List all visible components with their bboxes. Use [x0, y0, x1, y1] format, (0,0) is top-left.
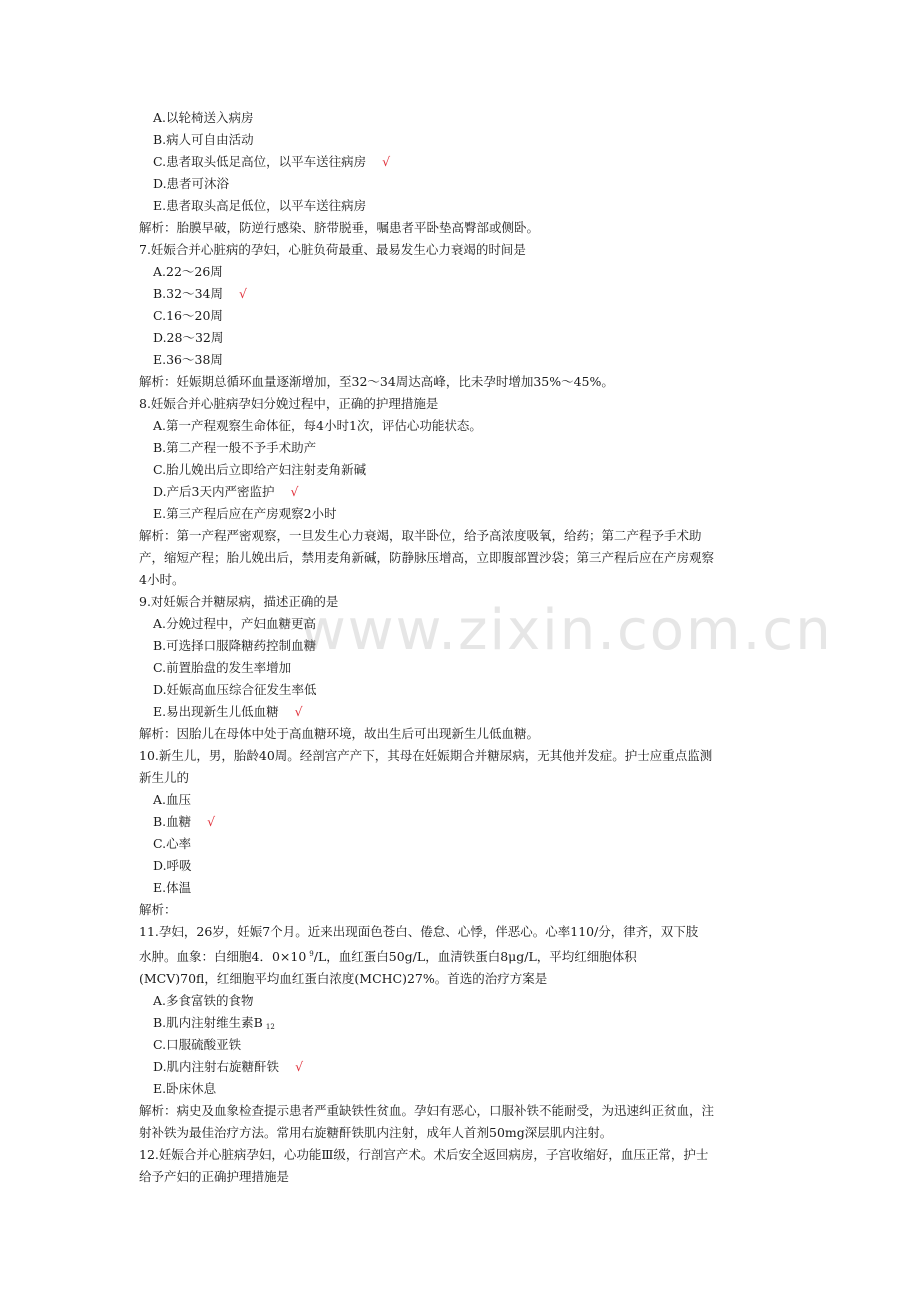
q7-option-a[interactable]: A.22～26周 — [153, 264, 223, 279]
watermark: www.zixin.com.cn — [300, 598, 833, 663]
correct-check-icon: √ — [382, 154, 391, 169]
q12-question: 12.妊娠合并心脏病孕妇，心功能Ⅲ级，行剖宫产术。术后安全返回病房，子宫收缩好，血压正常，护士 给予产妇的正确护理措施是 — [139, 1147, 709, 1184]
q6-option-d[interactable]: D.患者可沐浴 — [153, 176, 230, 191]
q8-option-d[interactable]: D.产后3天内严密监护 √ — [153, 484, 299, 499]
q7-question: 7.妊娠合并心脏病的孕妇，心脏负荷最重、最易发生心力衰竭的时间是 — [139, 242, 526, 257]
q11-option-b[interactable]: B.肌内注射维生素B $_{12}$ — [153, 1015, 275, 1031]
q6-option-c[interactable]: C.患者取头低足高位，以平车送往病房 √ — [153, 154, 391, 169]
q7-analysis: 解析：妊娠期总循环血量逐渐增加，至32～34周达高峰，比未孕时增加35%～45%。 — [139, 374, 614, 389]
q8-option-e[interactable]: E.第三产程后应在产房观察2小时 — [153, 506, 337, 521]
q9-option-d[interactable]: D.妊娠高血压综合征发生率低 — [153, 682, 317, 697]
q11-analysis: 解析：病史及血象检查提示患者严重缺铁性贫血。孕妇有恶心，口服补铁不能耐受，为迅速纠正贫血，注 射补铁为最佳治疗方法。常用右旋糖酐铁肌内注射，成年人首剂50mg深层肌内注射。 — [139, 1103, 715, 1140]
document-page — [139, 107, 784, 1188]
correct-check-icon: √ — [295, 1059, 304, 1074]
q10-option-d[interactable]: D.呼吸 — [153, 858, 192, 873]
q8-option-a[interactable]: A.第一产程观察生命体征，每4小时1次，评估心功能状态。 — [153, 418, 482, 433]
q9-question: 9.对妊娠合并糖尿病，描述正确的是 — [139, 594, 339, 609]
q6-analysis: 解析：胎膜早破，防逆行感染、脐带脱垂，嘱患者平卧垫高臀部或侧卧。 — [139, 220, 540, 235]
q11-option-a[interactable]: A.多食富铁的食物 — [153, 993, 254, 1008]
q11-question: 11.孕妇，26岁，妊娠7个月。近来出现面色苍白、倦怠、心悸，伴恶心。心率110/分，律齐，双下肢 水肿。血象：白细胞4．0×10 $^9$/L，血红蛋白50g/L，血清铁蛋白8μg/L，平均红细胞体积 (MCV)70fl，红细胞平均血红蛋白浓度(MCHC)27%。首选的治疗方案是 — [139, 924, 699, 986]
q11-option-c[interactable]: C.口服硫酸亚铁 — [153, 1037, 242, 1052]
correct-check-icon: √ — [290, 484, 299, 499]
q7-option-c[interactable]: C.16～20周 — [153, 308, 223, 323]
q11-option-e[interactable]: E.卧床休息 — [153, 1081, 217, 1096]
q10-analysis: 解析： — [139, 902, 177, 917]
q7-option-b[interactable]: B.32～34周 √ — [153, 286, 247, 301]
q9-analysis: 解析：因胎儿在母体中处于高血糖环境，故出生后可出现新生儿低血糖。 — [139, 726, 540, 741]
q9-option-a[interactable]: A.分娩过程中，产妇血糖更高 — [153, 616, 317, 631]
q11-option-d[interactable]: D.肌内注射右旋糖酐铁 √ — [153, 1059, 304, 1074]
q9-option-c[interactable]: C.前置胎盘的发生率增加 — [153, 660, 292, 675]
q10-question: 10.新生儿，男，胎龄40周。经剖宫产产下，其母在妊娠期合并糖尿病，无其他并发症。护士应重点监测 新生儿的 — [139, 748, 713, 785]
q9-option-b[interactable]: B.可选择口服降糖药控制血糖 — [153, 638, 317, 653]
correct-check-icon: √ — [207, 814, 216, 829]
q10-option-e[interactable]: E.体温 — [153, 880, 192, 895]
q7-option-d[interactable]: D.28～32周 — [153, 330, 224, 345]
q8-option-b[interactable]: B.第二产程一般不予手术助产 — [153, 440, 317, 455]
correct-check-icon: √ — [294, 704, 303, 719]
q6-option-b[interactable]: B.病人可自由活动 — [153, 132, 254, 147]
q9-option-e[interactable]: E.易出现新生儿低血糖 √ — [153, 704, 303, 719]
q10-option-b[interactable]: B.血糖 √ — [153, 814, 216, 829]
correct-check-icon: √ — [238, 286, 247, 301]
q8-option-c[interactable]: C.胎儿娩出后立即给产妇注射麦角新碱 — [153, 462, 367, 477]
q10-option-a[interactable]: A.血压 — [153, 792, 192, 807]
q8-analysis: 解析：第一产程严密观察，一旦发生心力衰竭，取半卧位，给予高浓度吸氧，给药；第二产程予手术助 产，缩短产程；胎儿娩出后，禁用麦角新碱，防静脉压增高，立即腹部置沙袋；第三产程后应在产房观察 4小时。 — [139, 528, 715, 587]
q7-option-e[interactable]: E.36～38周 — [153, 352, 223, 367]
q6-option-a[interactable]: A.以轮椅送入病房 — [153, 110, 254, 125]
q8-question: 8.妊娠合并心脏病孕妇分娩过程中，正确的护理措施是 — [139, 396, 439, 411]
q6-option-e[interactable]: E.患者取头高足低位，以平车送往病房 — [153, 198, 367, 213]
q10-option-c[interactable]: C.心率 — [153, 836, 192, 851]
